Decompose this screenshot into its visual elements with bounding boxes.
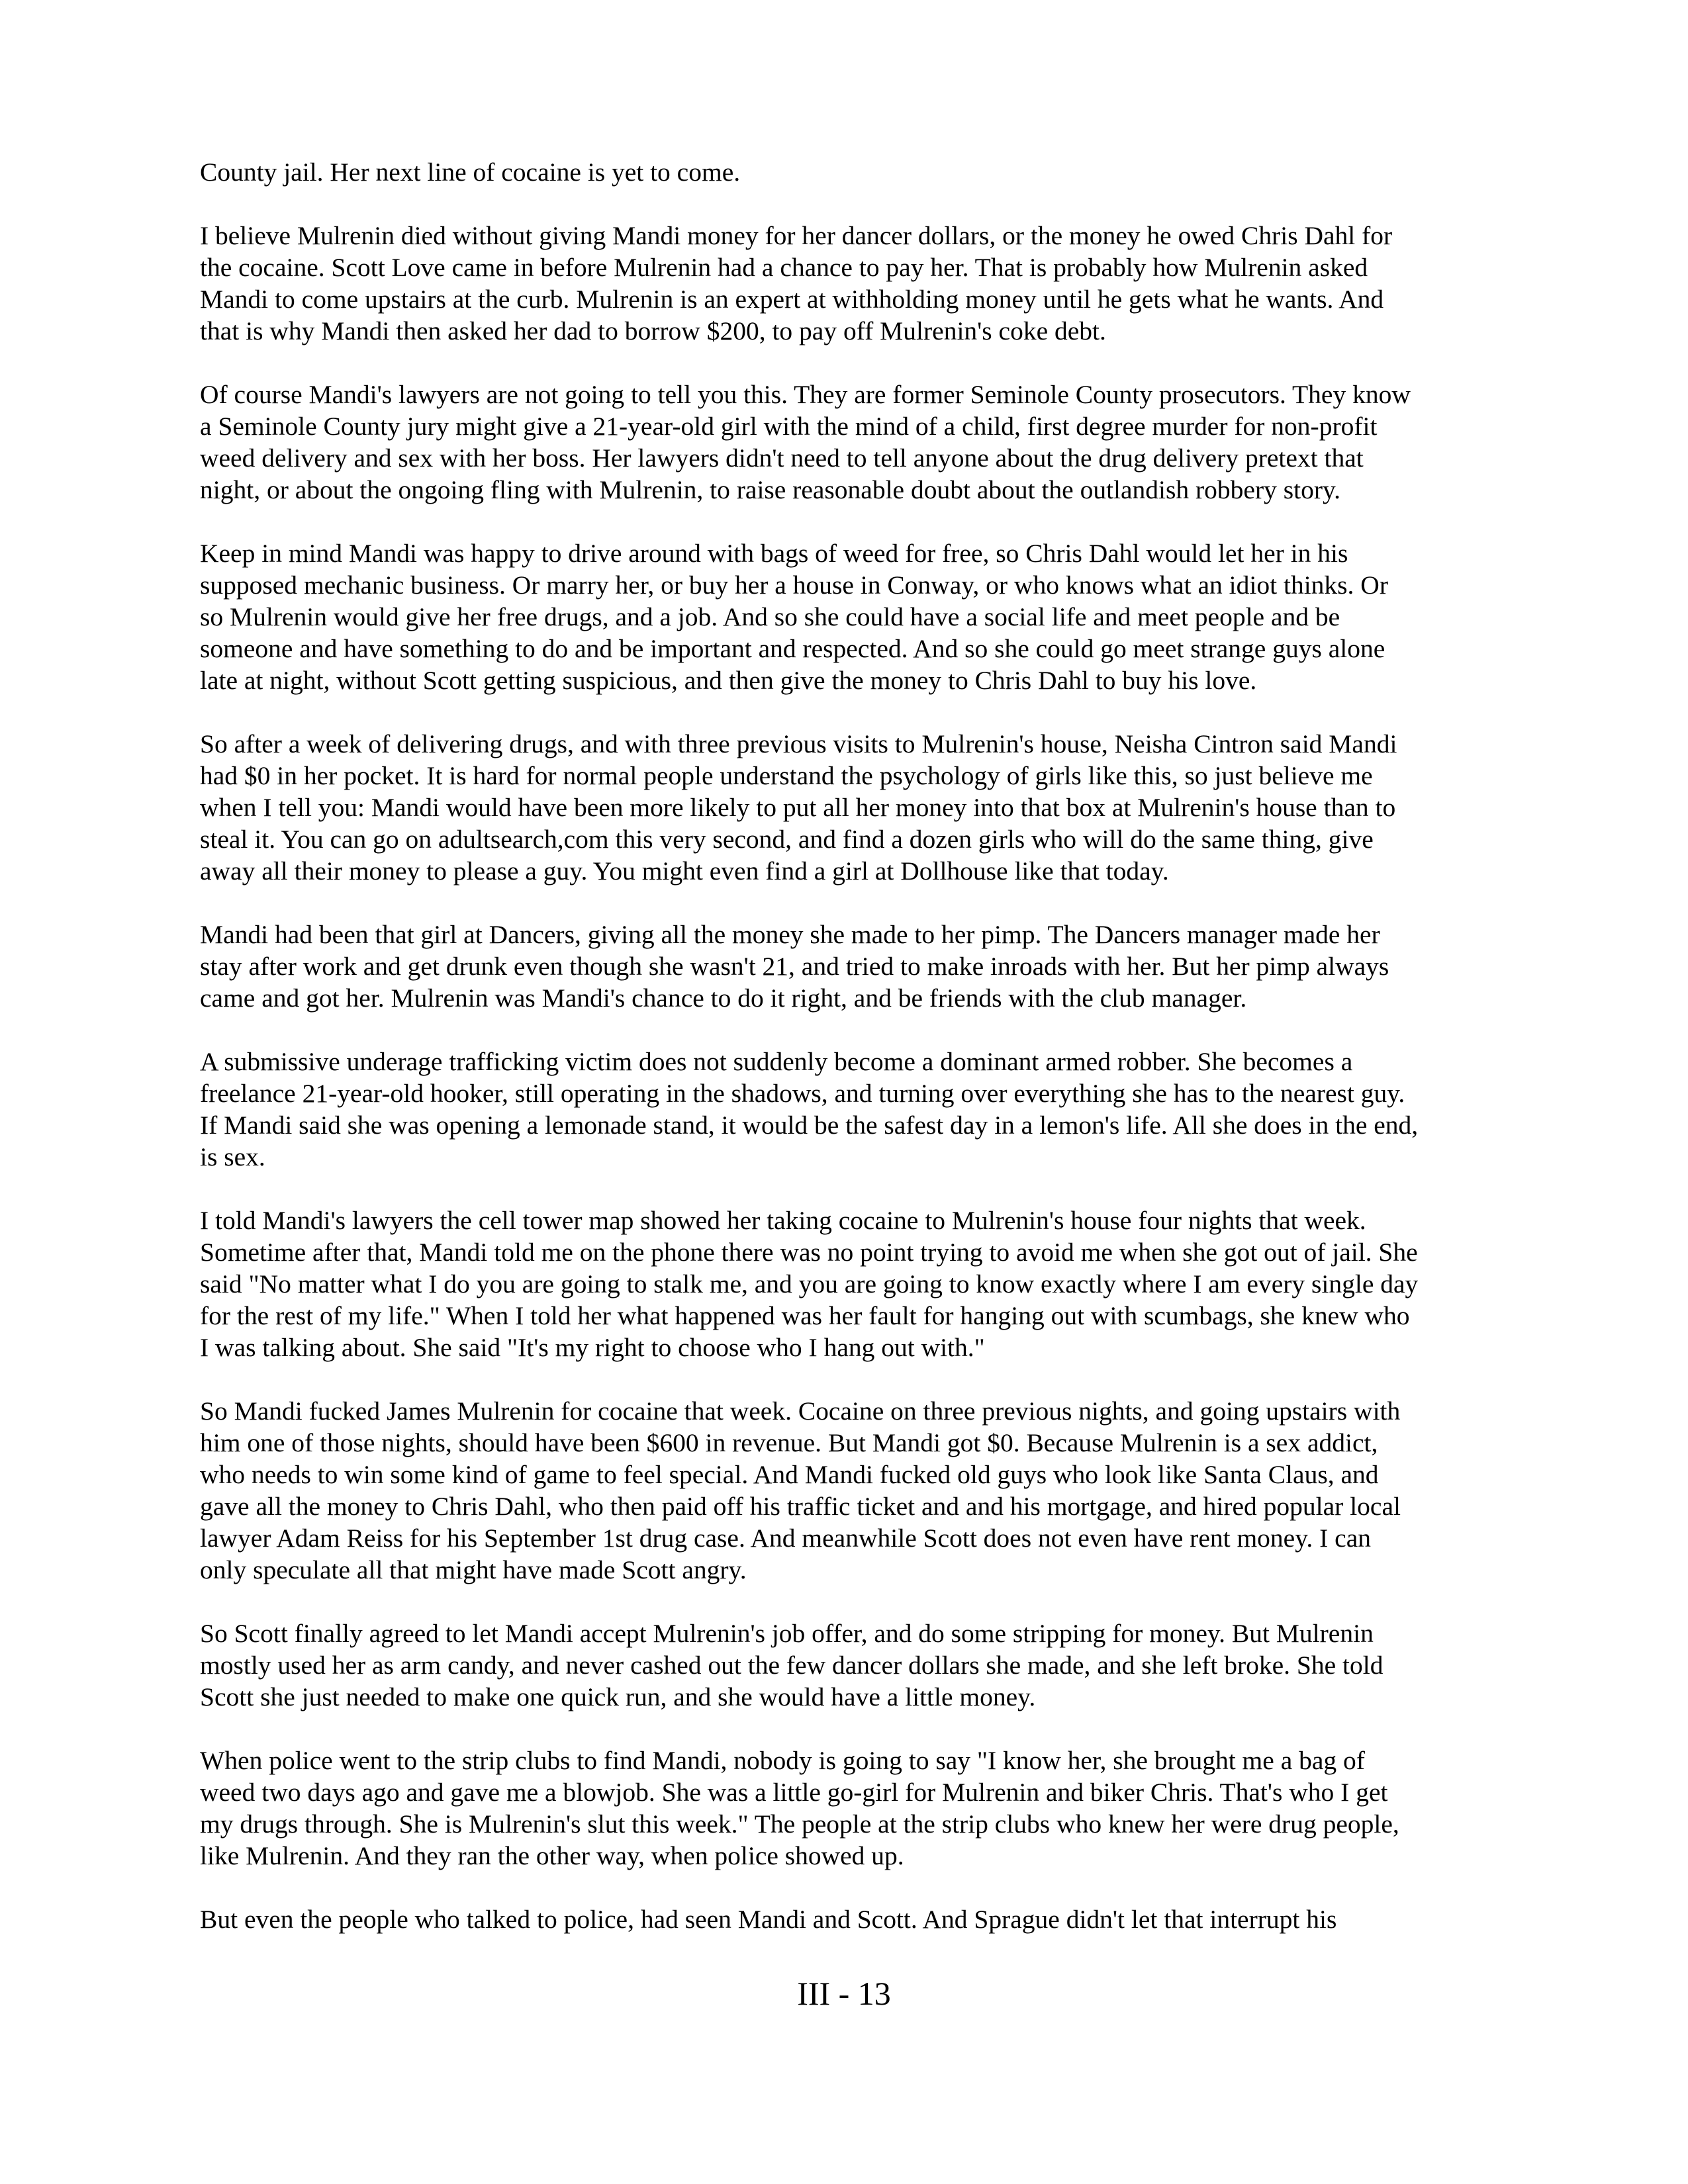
paragraph-gap — [200, 1014, 1489, 1046]
paragraph — [200, 1617, 1489, 1713]
text-line: A submissive underage trafficking victim does not suddenly become a dominant armed robber. She becomes a — [200, 1047, 1353, 1076]
text-line: I believe Mulrenin died without giving Mandi money for her dancer dollars, or the money he owed Chris Dahl for — [200, 221, 1393, 250]
text-line: I was talking about. She said "It's my right to choose who I hang out with." — [200, 1333, 985, 1362]
paragraph-gap — [200, 887, 1489, 919]
text-line: the cocaine. Scott Love came in before Mulrenin had a chance to pay her. That is probably how Mulrenin asked — [200, 253, 1368, 282]
text-line: came and got her. Mulrenin was Mandi's chance to do it right, and be friends with the club manager. — [200, 983, 1247, 1013]
text-line: lawyer Adam Reiss for his September 1st drug case. And meanwhile Scott does not even have rent money. I can — [200, 1524, 1371, 1553]
text-line: When police went to the strip clubs to find Mandi, nobody is going to say "I know her, she brought me a bag of — [200, 1746, 1365, 1775]
text-line: I told Mandi's lawyers the cell tower map showed her taking cocaine to Mulrenin's house four nights that week. — [200, 1206, 1366, 1235]
text-line: night, or about the ongoing fling with Mulrenin, to raise reasonable doubt about the outlandish robbery story. — [200, 475, 1341, 504]
paragraph-gap — [200, 1173, 1489, 1205]
text-line: like Mulrenin. And they ran the other way, when police showed up. — [200, 1841, 904, 1870]
text-line: So Mandi fucked James Mulrenin for cocaine that week. Cocaine on three previous nights, and going upstairs with — [200, 1396, 1401, 1426]
paragraph — [200, 537, 1489, 696]
text-line: But even the people who talked to police, had seen Mandi and Scott. And Sprague didn't let that interrupt his — [200, 1905, 1337, 1934]
paragraph — [200, 156, 1489, 188]
text-line: Mandi had been that girl at Dancers, giving all the money she made to her pimp. The Dancers manager made her — [200, 920, 1380, 949]
text-line: said "No matter what I do you are going to stalk me, and you are going to know exactly where I am every single day — [200, 1269, 1419, 1298]
text-line: that is why Mandi then asked her dad to borrow $200, to pay off Mulrenin's coke debt. — [200, 316, 1106, 345]
text-line: gave all the money to Chris Dahl, who then paid off his traffic ticket and and his mortgage, and hired popular local — [200, 1492, 1401, 1521]
text-line: had $0 in her pocket. It is hard for normal people understand the psychology of girls like this, so just believe me — [200, 761, 1373, 790]
text-line: If Mandi said she was opening a lemonade stand, it would be the safest day in a lemon's life. All she does in the end, — [200, 1111, 1419, 1140]
paragraph — [200, 1046, 1489, 1173]
paragraph — [200, 1205, 1489, 1363]
paragraph-gap — [200, 1872, 1489, 1903]
text-line: away all their money to please a guy. You might even find a girl at Dollhouse like that today. — [200, 856, 1169, 886]
paragraph-gap — [200, 506, 1489, 537]
paragraph — [200, 220, 1489, 347]
text-line: so Mulrenin would give her free drugs, and a job. And so she could have a social life and meet people and be — [200, 602, 1340, 631]
text-line: Sometime after that, Mandi told me on the phone there was no point trying to avoid me when she got out of jail. She — [200, 1238, 1418, 1267]
body-text — [200, 156, 1489, 1935]
text-line: who needs to win some kind of game to feel special. And Mandi fucked old guys who look like Santa Claus, and — [200, 1460, 1379, 1489]
text-line: So Scott finally agreed to let Mandi accept Mulrenin's job offer, and do some stripping for money. But Mulrenin — [200, 1619, 1374, 1648]
text-line: So after a week of delivering drugs, and with three previous visits to Mulrenin's house, Neisha Cintron said Mandi — [200, 729, 1397, 758]
text-line: weed delivery and sex with her boss. Her lawyers didn't need to tell anyone about the drug delivery pretext that — [200, 443, 1364, 473]
text-line: Scott she just needed to make one quick run, and she would have a little money. — [200, 1682, 1036, 1711]
text-line: Keep in mind Mandi was happy to drive around with bags of weed for free, so Chris Dahl would let her in his — [200, 539, 1348, 568]
paragraph-gap — [200, 1713, 1489, 1745]
text-line: mostly used her as arm candy, and never cashed out the few dancer dollars she made, and she left broke. She told — [200, 1651, 1383, 1680]
text-line: County jail. Her next line of cocaine is yet to come. — [200, 158, 741, 187]
text-line: a Seminole County jury might give a 21-year-old girl with the mind of a child, first degree murder for non-profit — [200, 412, 1378, 441]
paragraph — [200, 1395, 1489, 1586]
paragraph — [200, 1745, 1489, 1872]
paragraph-gap — [200, 1586, 1489, 1617]
text-line: supposed mechanic business. Or marry her, or buy her a house in Conway, or who knows what an idiot thinks. Or — [200, 570, 1388, 600]
text-line: late at night, without Scott getting suspicious, and then give the money to Chris Dahl to buy his love. — [200, 666, 1257, 695]
text-line: someone and have something to do and be important and respected. And so she could go meet strange guys alone — [200, 634, 1385, 663]
text-line: stay after work and get drunk even though she wasn't 21, and tried to make inroads with her. But her pimp always — [200, 952, 1389, 981]
text-line: only speculate all that might have made Scott angry. — [200, 1555, 747, 1584]
text-line: Of course Mandi's lawyers are not going to tell you this. They are former Seminole County prosecutors. They know — [200, 380, 1411, 409]
text-line: steal it. You can go on adultsearch,com this very second, and find a dozen girls who will do the same thing, give — [200, 825, 1374, 854]
text-line: when I tell you: Mandi would have been more likely to put all her money into that box at Mulrenin's house than to — [200, 793, 1396, 822]
paragraph — [200, 1903, 1489, 1935]
paragraph-gap — [200, 347, 1489, 379]
paragraph — [200, 919, 1489, 1014]
text-line: him one of those nights, should have been $600 in revenue. But Mandi got $0. Because Mulrenin is a sex addict, — [200, 1428, 1378, 1457]
paragraph-gap — [200, 696, 1489, 728]
paragraph-gap — [200, 1363, 1489, 1395]
text-line: for the rest of my life." When I told her what happened was her fault for hanging out with scumbags, she knew who — [200, 1301, 1410, 1330]
text-line: freelance 21-year-old hooker, still operating in the shadows, and turning over everything she has to the nearest guy. — [200, 1079, 1405, 1108]
paragraph — [200, 728, 1489, 887]
text-line: is sex. — [200, 1142, 265, 1171]
text-line: weed two days ago and gave me a blowjob. She was a little go-girl for Mulrenin and biker Chris. That's who I get — [200, 1778, 1388, 1807]
paragraph — [200, 379, 1489, 506]
text-line: my drugs through. She is Mulrenin's slut this week." The people at the strip clubs who knew her were drug people, — [200, 1809, 1399, 1839]
paragraph-gap — [200, 188, 1489, 220]
page-number: III - 13 — [797, 1975, 891, 2012]
text-line: Mandi to come upstairs at the curb. Mulrenin is an expert at withholding money until he gets what he wants. And — [200, 285, 1384, 314]
